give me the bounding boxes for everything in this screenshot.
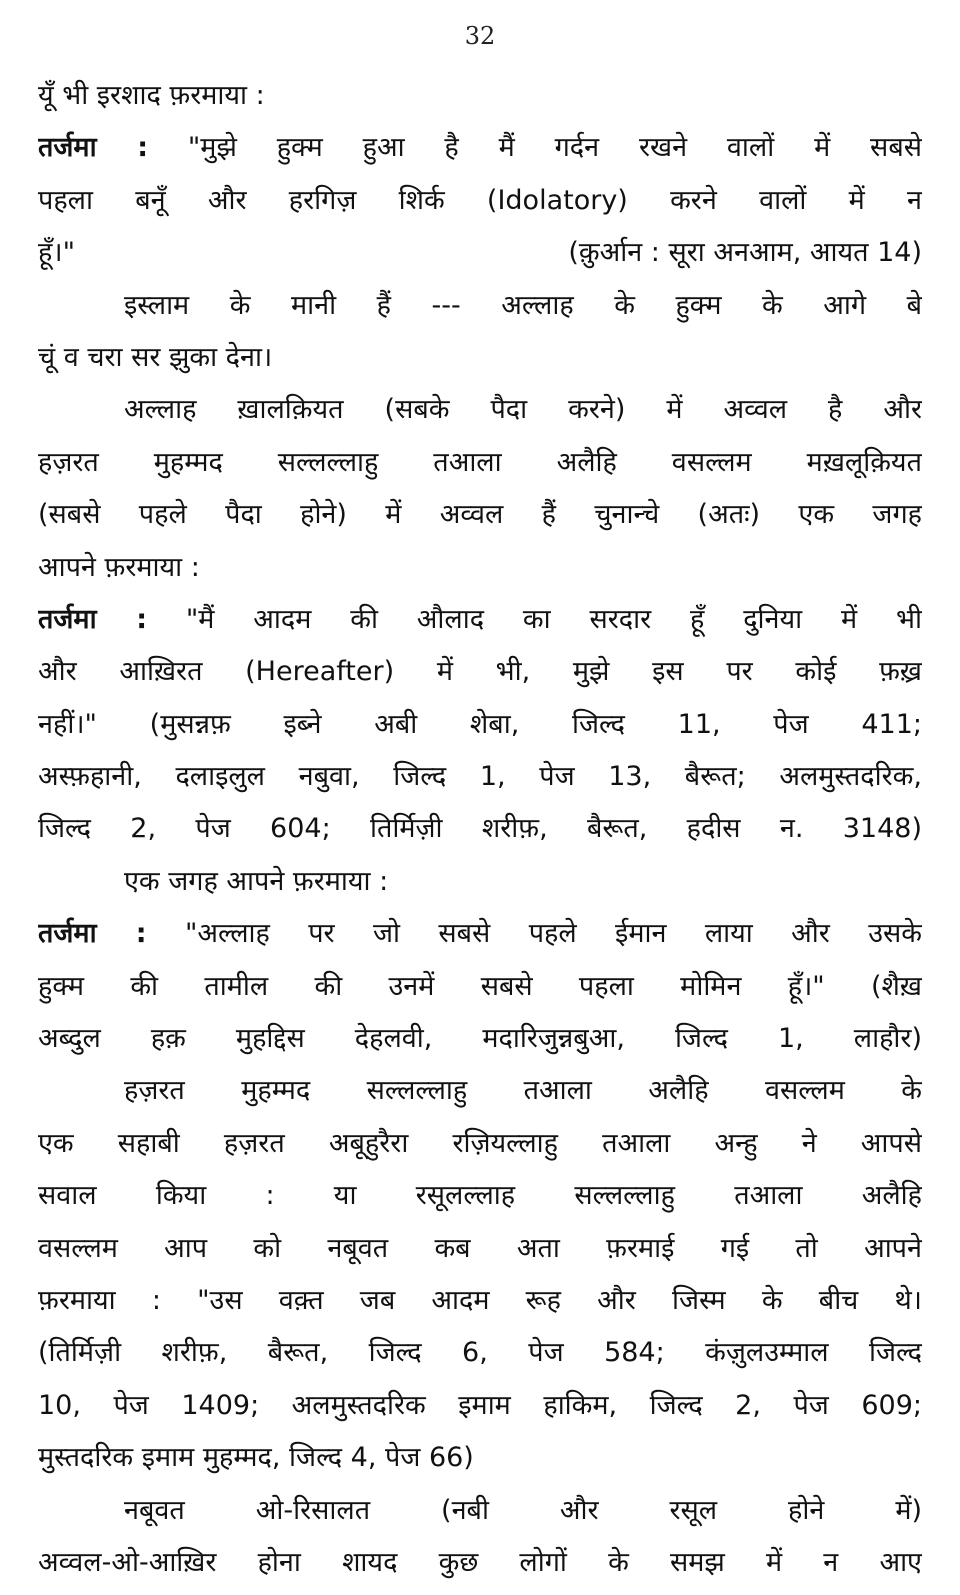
citation: (क़ुर्आन : सूरा अनआम, आयत 14): [568, 237, 922, 269]
tarjuma-label: तर्जमा :: [38, 603, 148, 635]
text-line: इस्लाम के मानी हैं --- अल्लाह के हुक्म के आगे बे: [124, 289, 922, 321]
tarjuma-label: तर्जमा :: [38, 132, 149, 164]
text-line: जिल्द 2, पेज 604; तिर्मिज़ी शरीफ़, बैरूत, हदीस न. 3148): [38, 813, 922, 845]
text-line: अब्दुल हक़ मुहद्दिस देहलवी, मदारिजुन्नबुआ, जिल्द 1, लाहौर): [38, 1023, 922, 1055]
text-line: नहीं।" (मुसन्नफ़ इब्ने अबी शेबा, जिल्द 11, पेज 411;: [38, 708, 922, 740]
text-line: एक सहाबी हज़रत अबूहुरैरा रज़ियल्लाहु तआला अन्हु ने आपसे: [38, 1127, 922, 1159]
text-line: फ़रमाया : "उस वक़्त जब आदम रूह और जिस्म के बीच थे।: [38, 1284, 922, 1316]
text-line: पहला बनूँ और हरगिज़ शिर्क (Idolatory) करने वालों में न: [38, 184, 922, 216]
page-body: [38, 76, 922, 1595]
text-line: तर्जमा : "मुझे हुक्म हुआ है मैं गर्दन रखने वालों में सबसे: [38, 132, 922, 164]
text-line: हज़रत मुहम्मद सल्लल्लाहु तआला अलैहि वसल्लम के: [124, 1075, 922, 1107]
text-line: अल्लाह ख़ालक़ियत (सबके पैदा करने) में अव्वल है और: [124, 394, 922, 426]
text-line: मुस्तदरिक इमाम मुहम्मद, जिल्द 4, पेज 66): [38, 1442, 474, 1474]
text-line: सवाल किया : या रसूलल्लाह सल्लल्लाहु तआला अलैहि: [38, 1180, 922, 1212]
text-line: हज़रत मुहम्मद सल्लल्लाहु तआला अलैहि वसल्लम मख़लूक़ियत: [38, 446, 922, 478]
text-line: अस्फ़हानी, दलाइलुल नबुवा, जिल्द 1, पेज 13, बैरूत; अलमुस्तदरिक,: [38, 761, 922, 793]
text-line: और आख़िरत (Hereafter) में भी, मुझे इस पर कोई फ़ख़्र: [38, 656, 922, 688]
text-line: हुक्म की तामील की उनमें सबसे पहला मोमिन हूँ।" (शैख़: [38, 970, 922, 1002]
text-line: चूं व चरा सर झुका देना।: [38, 341, 273, 373]
text-line: 10, पेज 1409; अलमुस्तदरिक इमाम हाकिम, जिल्द 2, पेज 609;: [38, 1389, 922, 1421]
text-line: वसल्लम आप को नबूवत कब अता फ़रमाई गई तो आपने: [38, 1232, 922, 1264]
text-line: तर्जमा : "अल्लाह पर जो सबसे पहले ईमान लाया और उसके: [38, 918, 922, 950]
text-line: (तिर्मिज़ी शरीफ़, बैरूत, जिल्द 6, पेज 584; कंज़ुलउम्माल जिल्द: [38, 1337, 922, 1369]
tarjuma-label: तर्जमा :: [38, 918, 147, 950]
text-line: (सबसे पहले पैदा होने) में अव्वल हैं चुनान्चे (अतः) एक जगह: [38, 499, 922, 531]
text-line: हूँ।" (क़ुर्आन : सूरा अनआम, आयत 14): [38, 233, 922, 285]
text-line: अव्वल-ओ-आख़िर होना शायद कुछ लोगों के समझ में न आए: [38, 1546, 922, 1578]
text-line: एक जगह आपने फ़रमाया :: [124, 865, 389, 897]
text-line: तर्जमा : "मैं आदम की औलाद का सरदार हूँ दुनिया में भी: [38, 603, 922, 635]
text-line: नबूवत ओ-रिसालत (नबी और रसूल होने में): [124, 1494, 922, 1526]
page-number: 32: [464, 22, 496, 50]
text-line: यूँ भी इरशाद फ़रमाया :: [38, 80, 265, 111]
text-line: आपने फ़रमाया :: [38, 551, 200, 583]
